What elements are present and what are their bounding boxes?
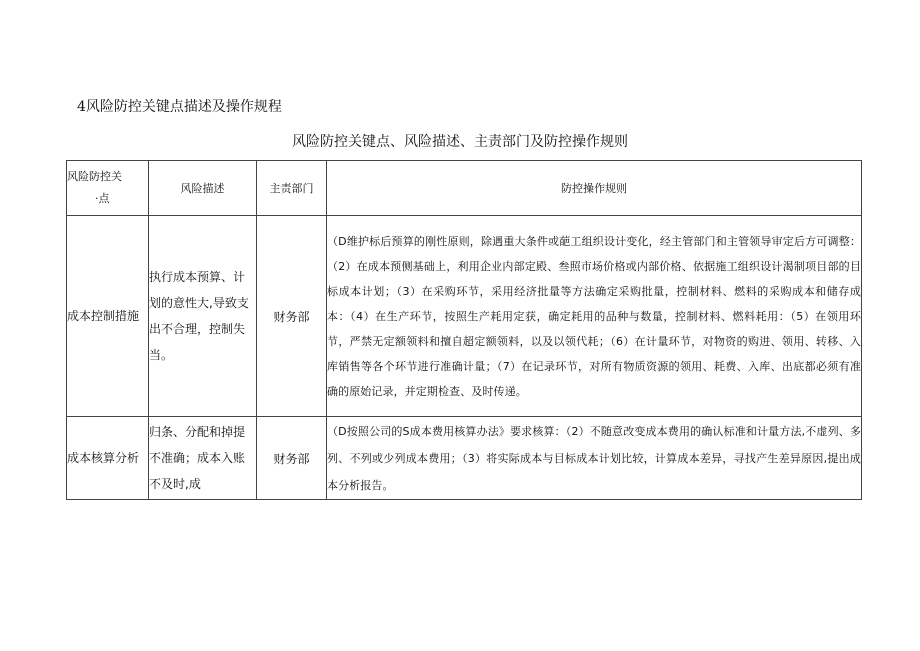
table-row xyxy=(67,216,862,417)
risk-control-table xyxy=(66,160,862,500)
table-caption: 风险防控关键点、风险描述、主责部门及防控操作规则 xyxy=(292,134,628,150)
row-department: 财务部 xyxy=(257,417,327,500)
header-description: 风险描述 xyxy=(149,161,257,216)
row-rules: （D按照公司的S成本费用核算办法》要求核算：（2）不随意改变成本费用的确认标准和计量方法,不虚列、多列、不列或少列成本费用；（3）将实际成本与目标成本计划比较，计算成本差异，寻找产生差异原因,提出成本分析报告。 xyxy=(327,417,862,500)
header-rules: 防控操作规则 xyxy=(327,161,862,216)
header-key-point xyxy=(67,161,149,216)
row-description: 执行成本预算、计划的意性大,导致支出不合理，控制失当。 xyxy=(149,216,257,417)
table-header-row xyxy=(67,161,862,216)
row-department: 财务部 xyxy=(257,216,327,417)
row-key-point: 成本核算分析 xyxy=(67,417,149,500)
row-key-point: 成本控制措施 xyxy=(67,216,149,417)
header-key-point-line2: ·点 xyxy=(95,192,110,205)
table-row xyxy=(67,417,862,500)
header-department: 主责部门 xyxy=(257,161,327,216)
row-description: 归条、分配和掉提不准确；成本入账不及时,成 xyxy=(149,417,257,500)
header-key-point-line1: 风险防控关 xyxy=(67,170,122,183)
section-title: 4风险防控关键点描述及操作规程 xyxy=(77,99,282,115)
row-rules: （D维护标后预算的刚性原则，除遇重大条件或葩工组织设计变化，经主管部门和主管领导审定后方可调整：（2）在成本预侧基础上，利用企业内部定殿、叁照市场价格或内部价格、依据施工组织设计渴制项目部的目标成本计划；（3）在采购环节，采用经济批量等方法确定采购批量，控制材料、燃料的采购成本和储存成本：（4）在生产环节，按照生产耗用定获，确定耗用的品种与数量，控制材料、燃料耗用：（5）在领用环节，严禁无定额领料和擅自超定额领料，以及以领代耗；（6）在计量环节，对物资的购进、领用、转移、入库销售等各个环节进行准确计量；（7）在记录环节，对所有物质资源的领用、耗费、入库、出底都必须有准确的原始记录，并定期检查、及时传递。 xyxy=(327,216,862,417)
